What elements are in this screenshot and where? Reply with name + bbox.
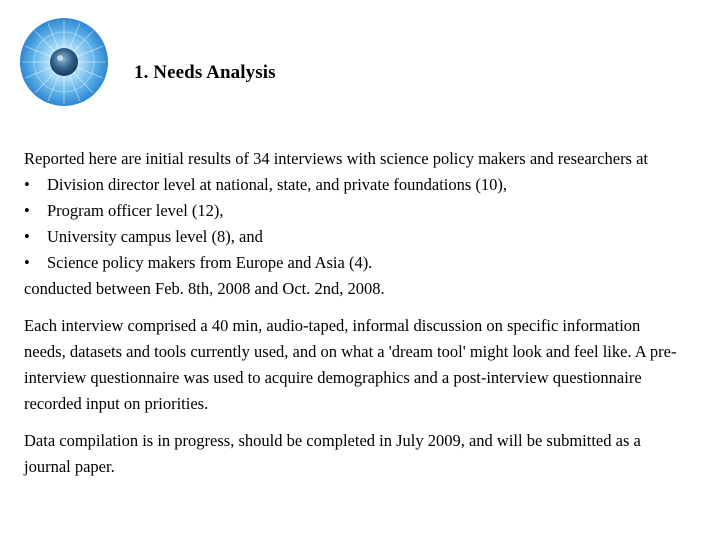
list-item: • Program officer level (12), [24,198,684,224]
status-paragraph: Data compilation is in progress, should be completed in July 2009, and will be submitted as a journal paper. [24,431,641,476]
eye-globe-icon [18,15,110,110]
page-title: 1. Needs Analysis [134,62,276,83]
body-content [24,146,684,480]
list-item: • University campus level (8), and [24,224,684,250]
bullet-icon: • [24,227,30,246]
bullet-icon: • [24,253,30,272]
intro-closing: conducted between Feb. 8th, 2008 and Oct. 2nd, 2008. [24,279,385,298]
interview-method-paragraph: Each interview comprised a 40 min, audio-taped, informal discussion on specific information needs, datasets and tools currently used, and on what a 'dream tool' might look and feel like. A pre-interview questionnaire was used to acquire demographics and a post-interview questionnaire recorded input on priorities. [24,316,677,413]
list-item: • Division director level at national, state, and private foundations (10), [24,172,684,198]
eye-globe-logo [18,15,110,110]
interview-groups-list [24,172,684,276]
intro-lead: Reported here are initial results of 34 interviews with science policy makers and researchers at [24,149,649,168]
list-item: • Science policy makers from Europe and Asia (4). [24,250,684,276]
bullet-icon: • [24,201,30,220]
bullet-icon: • [24,175,30,194]
